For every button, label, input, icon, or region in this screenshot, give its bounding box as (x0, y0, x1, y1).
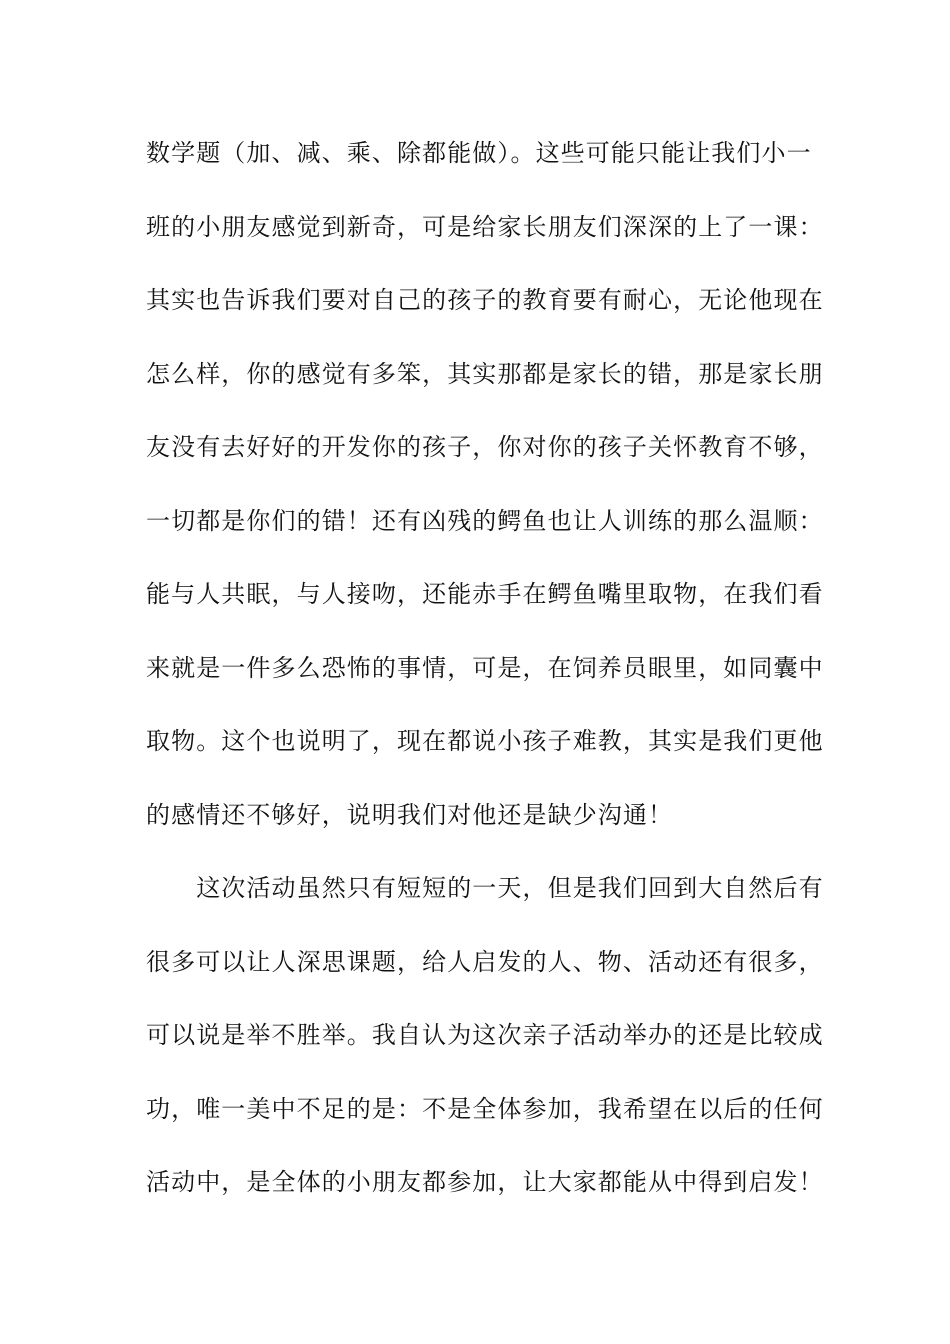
text-line-2: 班的小朋友感觉到新奇，可是给家长朋友们深深的上了一课： (146, 212, 824, 241)
text-line-7: 能与人共眠，与人接吻，还能赤手在鳄鱼嘴里取物，在我们看 (146, 580, 824, 608)
text-line-12: 很多可以让人深思课题，给人启发的人、物、活动还有很多， (146, 947, 824, 976)
text-line-5: 友没有去好好的开发你的孩子，你对你的孩子关怀教育不够， (146, 433, 824, 461)
text-line-8: 来就是一件多么恐怖的事情，可是，在饲养员眼里，如同囊中 (146, 653, 824, 682)
text-line-13: 可以说是举不胜举。我自认为这次亲子活动举办的还是比较成 (146, 1021, 824, 1049)
text-line-6: 一切都是你们的错！还有凶残的鳄鱼也让人训练的那么温顺： (146, 506, 824, 535)
text-line-3: 其实也告诉我们要对自己的孩子的教育要有耐心，无论他现在 (146, 286, 824, 314)
text-line-10: 的感情还不够好，说明我们对他还是缺少沟通！ (146, 800, 674, 829)
text-line-11: 这次活动虽然只有短短的一天，但是我们回到大自然后有 (146, 874, 824, 902)
text-line-1: 数学题（加、减、乘、除都能做）。这些可能只能让我们小一 (146, 139, 812, 167)
text-line-9: 取物。这个也说明了，现在都说小孩子难教，其实是我们更他 (146, 727, 824, 755)
text-line-14: 功，唯一美中不足的是：不是全体参加，我希望在以后的任何 (146, 1094, 824, 1123)
body-text (146, 123, 824, 1226)
text-line-15: 活动中，是全体的小朋友都参加，让大家都能从中得到启发！ (146, 1168, 824, 1196)
text-line-4: 怎么样，你的感觉有多笨，其实那都是家长的错，那是家长朋 (146, 359, 824, 388)
